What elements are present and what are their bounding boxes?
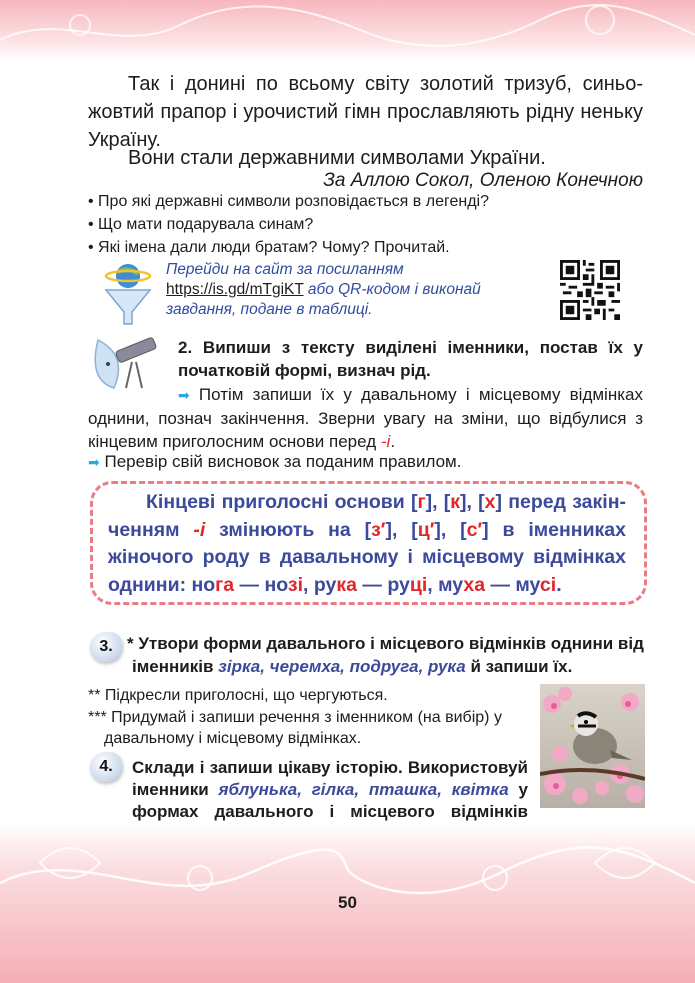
- arrow-right-icon: ➡: [178, 387, 190, 403]
- online-line: завдання, подане в таблиці.: [166, 301, 373, 318]
- exercise-4-title: іменники яблунька, гілка, пташка, квітка у: [132, 780, 528, 799]
- online-task: [166, 260, 536, 320]
- exercise-2-subtask: ➡ Потім запиши їх у давальному і місцевому відмінках: [178, 385, 643, 404]
- exercise-3-task: *** Придумай і запиши речення з іменником (на вибір) у: [88, 709, 502, 726]
- rule-line: Кінцеві приголосні основи [г], [к], [х] перед закін-: [146, 491, 626, 513]
- exercise-number-badge: 4.: [90, 752, 122, 782]
- exercise-4-title: формах давального і місцевого відмінків: [132, 802, 528, 821]
- question-item: • Які імена дали люди братам? Чому? Прочитай.: [88, 236, 489, 259]
- story-line: жовтий прапор і урочистий гімн прославляють рідну неньку: [88, 101, 643, 123]
- online-line: або QR-кодом і виконай: [307, 281, 481, 298]
- rule-line: ченням -і змінюють на [з′], [ц′], [с′] в іменниках: [108, 518, 627, 541]
- qr-code-icon[interactable]: [560, 260, 620, 320]
- arrow-right-icon: ➡: [88, 454, 100, 470]
- bird-on-branch-image: [540, 684, 645, 808]
- exercise-4-title: Склади і запиши цікаву історію. Використовуй: [132, 758, 528, 777]
- exercise-2-check: ➡ Перевір свій висновок за поданим правилом.: [88, 452, 462, 471]
- exercise-2-subtask: однини, познач закінчення. Зверни увагу на зміни, що відбулися з: [88, 409, 643, 428]
- exercise-3-title: * Утвори форми давального і місцевого відмінків однини від: [127, 634, 644, 653]
- story-line: Україну.: [88, 129, 161, 151]
- exercise-3-task: ** Підкресли приголосні, що чергуються.: [88, 687, 388, 704]
- rule-line: однини: нога — нозі, рука — руці, муха — мусі.: [108, 573, 562, 596]
- moon-telescope-icon: [88, 330, 158, 392]
- online-link[interactable]: https://is.gd/mTgiKT: [166, 281, 304, 298]
- exercise-2-title: 2. Випиши з тексту виділені іменники, постав їх у: [178, 338, 643, 357]
- exercise-2-subtask: кінцевим приголосним основи перед -і.: [88, 432, 396, 451]
- exercise-2-title: початковій формі, визнач рід.: [178, 361, 431, 380]
- question-item: • Що мати подарувала синам?: [88, 213, 489, 236]
- story-line: Так і донині по всьому світу золотий тризуб, синьо-: [128, 73, 643, 95]
- story-author: За Аллою Сокол, Оленою Конечною: [323, 170, 643, 191]
- story-conclusion: Вони стали державними символами України.: [128, 147, 546, 169]
- floral-ornament-icon: [0, 0, 695, 60]
- question-list: [88, 190, 489, 259]
- online-line: Перейди на сайт за посиланням: [166, 261, 404, 278]
- top-ornament: [0, 0, 695, 60]
- rule-line: жіночого роду в давальному і місцевому відмінках: [108, 546, 626, 568]
- globe-funnel-icon: [100, 262, 156, 326]
- grammar-rule: [108, 489, 626, 599]
- page-number: 50: [338, 893, 357, 912]
- exercise-number-badge: 3.: [90, 632, 122, 662]
- ending-i: -і: [380, 432, 391, 451]
- question-item: • Про які державні символи розповідається в легенді?: [88, 190, 489, 213]
- exercise-3-task: давальному і місцевому відмінках.: [104, 730, 362, 747]
- exercise-3-title: іменників зірка, черемха, подруга, рука й запиши їх.: [132, 657, 573, 676]
